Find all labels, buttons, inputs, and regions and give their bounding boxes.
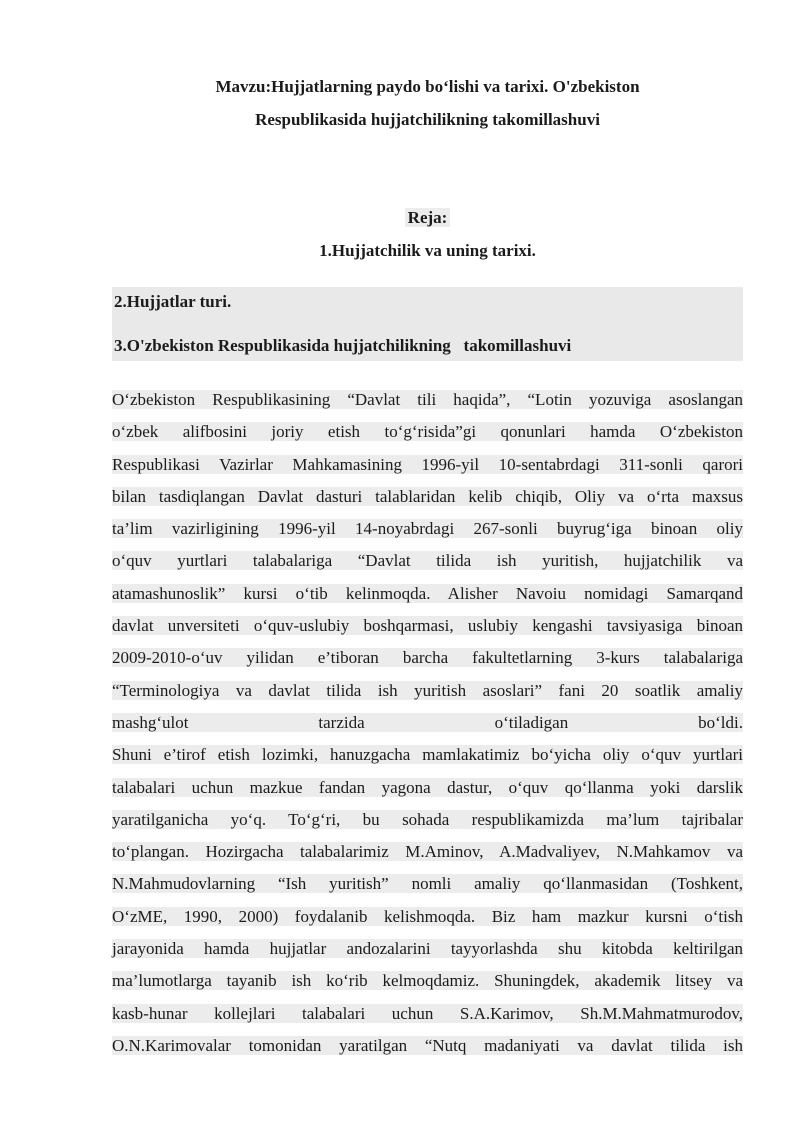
body-line: [112, 384, 743, 416]
body-line-text: mashg‘ulot tarzida o‘tiladigan bo‘ldi.: [112, 712, 743, 732]
body-line-text: O‘zME, 1990, 2000) foydalanib kelishmoqda. Biz ham mazkur kursni o‘tish: [112, 906, 743, 926]
plan-item-2: 2.Hujjatlar turi.: [114, 292, 232, 311]
body-line-text: Shuni e’tirof etish lozimki, hanuzgacha mamlakatimiz bo‘yicha oliy o‘quv yurtlari: [112, 745, 743, 765]
body-line-text: Respublikasi Vazirlar Mahkamasining 1996-yil 10-sentabrdagi 311-sonli qarori: [112, 454, 743, 474]
text-column: [112, 0, 743, 1131]
plan-item-1: 1.Hujjatchilik va uning tarixi.: [319, 240, 536, 260]
document-title: [112, 71, 743, 136]
plan-highlight-block: [112, 287, 743, 361]
plan-heading-area: [112, 202, 743, 267]
body-line-text: O.N.Karimovalar tomonidan yaratilgan “Nutq madaniyati va davlat tilida ish: [112, 1035, 743, 1055]
body-line-text: atamashunoslik” kursi o‘tib kelinmoqda. Alisher Navoiu nomidagi Samarqand: [112, 583, 743, 603]
plan-heading-label: Reja:: [405, 208, 451, 227]
body-line: [112, 933, 743, 965]
body-line-text: o‘zbek alifbosini joriy etish to‘g‘risida”gi qonunlari hamda O‘zbekiston: [112, 422, 743, 442]
body-line-text: bilan tasdiqlangan Davlat dasturi talablaridan kelib chiqib, Oliy va o‘rta maxsus: [112, 486, 743, 506]
body-line-text: O‘zbekiston Respublikasining “Davlat tili haqida”, “Lotin yozuviga asoslangan: [112, 390, 743, 409]
body-line: [112, 545, 743, 577]
body-line: [112, 965, 743, 997]
body-line: [112, 416, 743, 448]
body-line-text: N.Mahmudovlarning “Ish yuritish” nomli amaliy qo‘llanmasidan (Toshkent,: [112, 874, 743, 894]
plan-item-3: 3.O'zbekiston Respublikasida hujjatchilikning takomillashuvi: [114, 336, 572, 355]
body-line: [112, 868, 743, 900]
body-line: [112, 578, 743, 610]
document-title-line1: Mavzu:Hujjatlarning paydo bo‘lishi va tarixi. O'zbekiston: [215, 77, 640, 96]
body-line: [112, 675, 743, 707]
body-line: [112, 739, 743, 771]
body-line: [112, 901, 743, 933]
body-line: [112, 513, 743, 545]
plan-heading: [112, 202, 743, 235]
body-line: [112, 610, 743, 642]
body-line: [112, 804, 743, 836]
body-line: [112, 836, 743, 868]
body-line: [112, 772, 743, 804]
body-line-text: ta’lim vazirligining 1996-yil 14-noyabrdagi 267-sonli buyrug‘iga binoan oliy: [112, 519, 743, 539]
body-line-text: o‘quv yurtlari talabalariga “Davlat tilida ish yuritish, hujjatchilik va: [112, 551, 743, 571]
body-line-text: yaratilganicha yo‘q. To‘g‘ri, bu sohada respublikamizda ma’lum tajribalar: [112, 809, 743, 829]
body-line: [112, 998, 743, 1030]
body-line: [112, 481, 743, 513]
body-line-text: 2009-2010-o‘uv yilidan e’tiboran barcha fakultetlarning 3-kurs talabalariga: [112, 648, 743, 668]
body-line-text: davlat unversiteti o‘quv-uslubiy boshqarmasi, uslubiy kengashi tavsiyasiga binoan: [112, 616, 743, 636]
body-line: [112, 1030, 743, 1062]
body-line: [112, 707, 743, 739]
document-title-line2: Respublikasida hujjatchilikning takomillashuvi: [255, 109, 600, 129]
body-line: [112, 449, 743, 481]
body-line-text: ma’lumotlarga tayanib ish ko‘rib kelmoqdamiz. Shuningdek, akademik litsey va: [112, 971, 743, 991]
body-line-text: jarayonida hamda hujjatlar andozalarini tayyorlashda shu kitobda keltirilgan: [112, 939, 743, 959]
body-line-text: “Terminologiya va davlat tilida ish yuritish asoslari” fani 20 soatlik amaliy: [112, 680, 743, 700]
body-text: [112, 384, 743, 1062]
body-line-text: talabalari uchun mazkue fandan yagona dastur, o‘quv qo‘llanma yoki darslik: [112, 777, 743, 797]
body-line-text: to‘plangan. Hozirgacha talabalarimiz M.Aminov, A.Madvaliyev, N.Mahkamov va: [112, 842, 743, 862]
body-line: [112, 642, 743, 674]
body-line-text: kasb-hunar kollejlari talabalari uchun S.A.Karimov, Sh.M.Mahmatmurodov,: [112, 1003, 743, 1023]
